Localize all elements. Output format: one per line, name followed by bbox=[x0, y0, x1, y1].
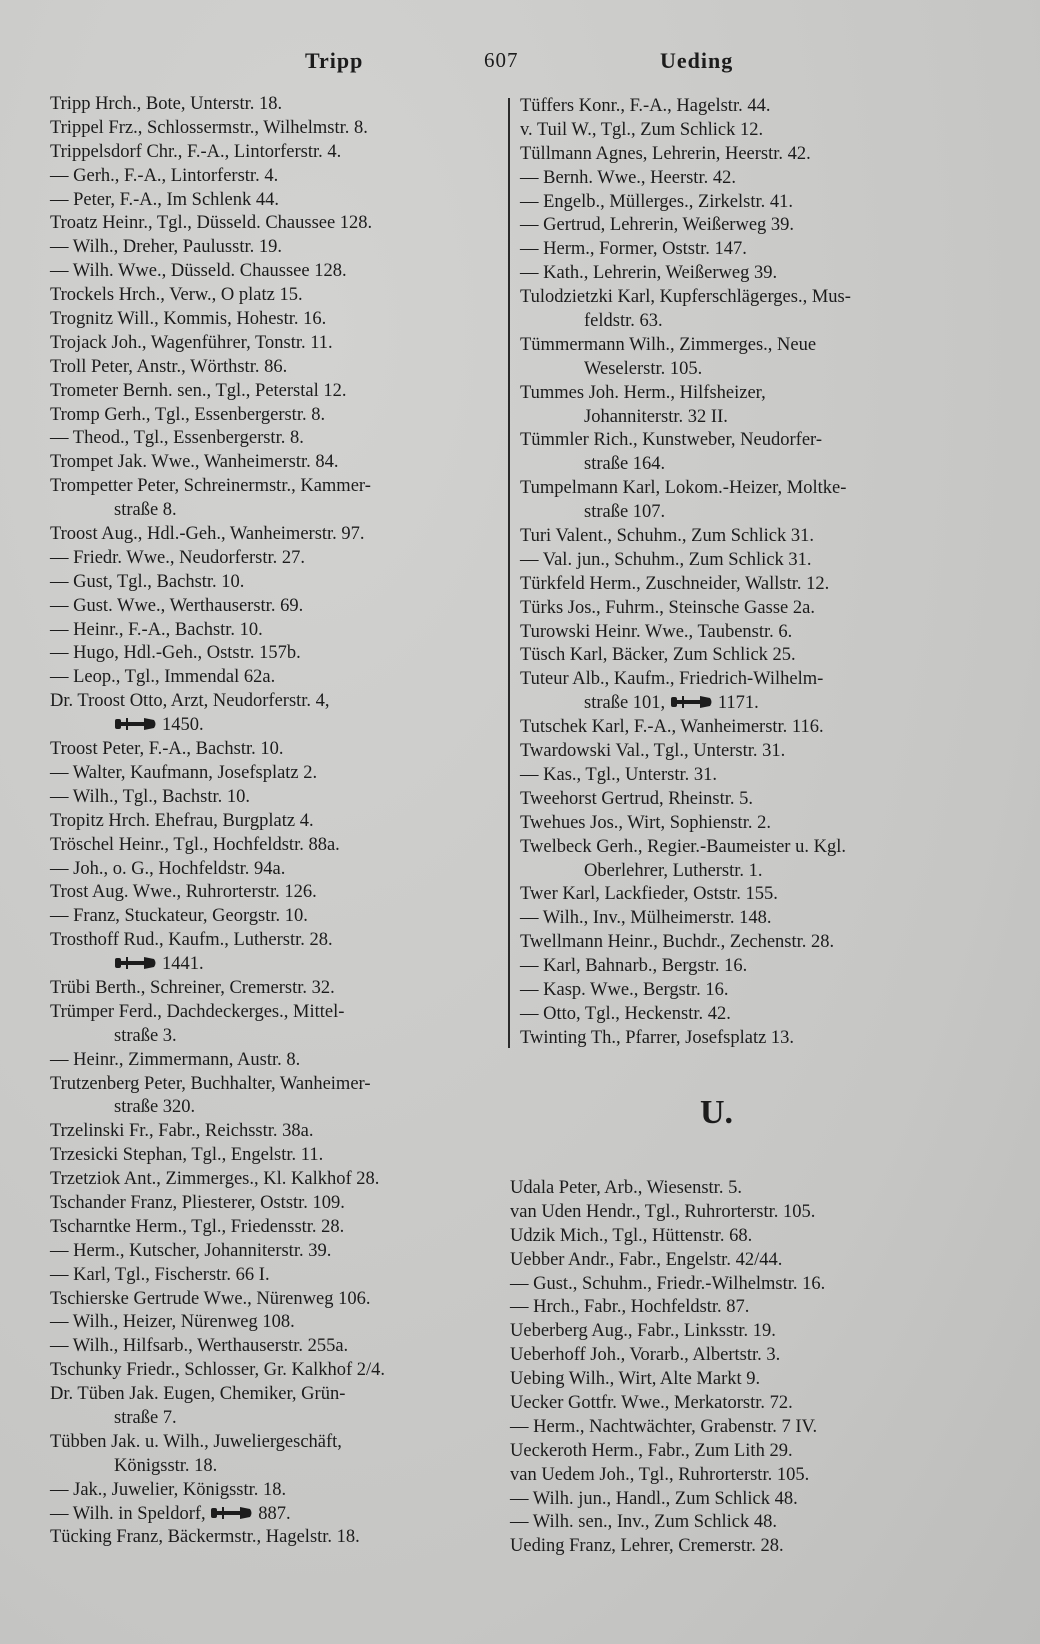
directory-entry bbox=[520, 716, 851, 740]
directory-entry bbox=[50, 523, 385, 547]
entry-text: straße 7. bbox=[114, 1407, 177, 1428]
entry-continuation bbox=[50, 1455, 385, 1479]
directory-entry bbox=[50, 858, 385, 882]
entry-continuation bbox=[520, 406, 851, 430]
directory-entry bbox=[50, 977, 385, 1001]
entry-text: — Bernh. Wwe., Heerstr. 42. bbox=[520, 167, 736, 188]
entry-text: Trzetziok Ant., Zimmerges., Kl. Kalkhof 28. bbox=[50, 1169, 380, 1190]
entry-text: Turowski Heinr. Wwe., Taubenstr. 6. bbox=[520, 621, 793, 642]
directory-entry bbox=[50, 810, 385, 834]
entry-text: Uebing Wilh., Wirt, Alte Markt 9. bbox=[510, 1369, 761, 1390]
directory-entry bbox=[520, 334, 851, 358]
entry-text: Türks Jos., Fuhrm., Steinsche Gasse 2a. bbox=[520, 597, 815, 618]
entry-text: Tschierske Gertrude Wwe., Nürenweg 106. bbox=[50, 1288, 371, 1309]
entry-text: Tümmermann Wilh., Zimmerges., Neue bbox=[520, 334, 817, 355]
entry-text: Twehues Jos., Wirt, Sophienstr. 2. bbox=[520, 812, 771, 833]
right-column-t-entries bbox=[520, 95, 851, 1051]
entry-text: Troost Aug., Hdl.-Geh., Wanheimerstr. 97. bbox=[50, 524, 365, 545]
directory-entry bbox=[50, 1359, 385, 1383]
entry-text: — Theod., Tgl., Essenbergerstr. 8. bbox=[50, 428, 304, 449]
entry-text: Tuteur Alb., Kaufm., Friedrich-Wilhelm- bbox=[520, 669, 824, 690]
directory-entry bbox=[520, 95, 851, 119]
directory-entry bbox=[520, 979, 851, 1003]
entry-text: — Wilh., Heizer, Nürenweg 108. bbox=[50, 1312, 295, 1333]
directory-entry bbox=[520, 549, 851, 573]
entry-text: Tübben Jak. u. Wilh., Juweliergeschäft, bbox=[50, 1431, 342, 1452]
entry-text: — Franz, Stuckateur, Georgstr. 10. bbox=[50, 906, 308, 927]
page-number: 607 bbox=[484, 48, 519, 72]
entry-text: Tropitz Hrch. Ehefrau, Burgplatz 4. bbox=[50, 810, 314, 831]
directory-entry bbox=[520, 238, 851, 262]
entry-text: straße 164. bbox=[584, 454, 666, 475]
entry-text: Uecker Gottfr. Wwe., Merkatorstr. 72. bbox=[510, 1393, 793, 1414]
directory-entry bbox=[510, 1416, 825, 1440]
entry-text: Twellmann Heinr., Buchdr., Zechenstr. 28. bbox=[520, 932, 835, 953]
directory-entry bbox=[50, 1335, 385, 1359]
entry-text: Tücking Franz, Bäckermstr., Hagelstr. 18. bbox=[50, 1527, 360, 1548]
entry-text: Trompetter Peter, Schreinermstr., Kammer- bbox=[50, 476, 371, 497]
directory-entry bbox=[50, 1073, 385, 1097]
directory-entry bbox=[520, 740, 851, 764]
entry-text: Trzelinski Fr., Fabr., Reichsstr. 38a. bbox=[50, 1121, 314, 1142]
directory-entry bbox=[50, 666, 385, 690]
entry-text: straße 101, 1171. bbox=[584, 693, 759, 714]
directory-entry bbox=[50, 332, 385, 356]
directory-entry bbox=[510, 1225, 825, 1249]
directory-entry bbox=[50, 1120, 385, 1144]
entry-text: — Friedr. Wwe., Neudorferstr. 27. bbox=[50, 547, 306, 568]
directory-entry bbox=[50, 1001, 385, 1025]
entry-text: Trockels Hrch., Verw., O platz 15. bbox=[50, 285, 303, 306]
entry-text: — Val. jun., Schuhm., Zum Schlick 31. bbox=[520, 549, 812, 570]
entry-text: Johanniterstr. 32 II. bbox=[584, 406, 728, 427]
directory-entry bbox=[520, 429, 851, 453]
telephone-icon bbox=[114, 955, 158, 971]
running-head-left: Tripp bbox=[305, 48, 364, 73]
entry-text: Tüllmann Agnes, Lehrerin, Heerstr. 42. bbox=[520, 143, 811, 164]
entry-continuation bbox=[520, 860, 851, 884]
column-divider bbox=[508, 98, 510, 1048]
entry-text: — Herm., Former, Oststr. 147. bbox=[520, 239, 747, 260]
directory-entry bbox=[520, 955, 851, 979]
directory-entry bbox=[50, 1431, 385, 1455]
directory-entry bbox=[50, 547, 385, 571]
directory-entry bbox=[50, 165, 385, 189]
entry-text: Ueckeroth Herm., Fabr., Zum Lith 29. bbox=[510, 1440, 793, 1461]
entry-text: Trometer Bernh. sen., Tgl., Peterstal 12. bbox=[50, 380, 347, 401]
directory-entry bbox=[520, 668, 851, 692]
directory-entry bbox=[510, 1249, 825, 1273]
directory-entry bbox=[520, 477, 851, 501]
entry-continuation bbox=[50, 499, 385, 523]
directory-entry bbox=[50, 595, 385, 619]
directory-entry bbox=[50, 905, 385, 929]
directory-entry bbox=[50, 881, 385, 905]
entry-text: — Gerh., F.-A., Lintorferstr. 4. bbox=[50, 165, 279, 186]
entry-text: Trzesicki Stephan, Tgl., Engelstr. 11. bbox=[50, 1145, 324, 1166]
directory-entry bbox=[510, 1440, 825, 1464]
directory-entry bbox=[50, 212, 385, 236]
entry-text: 1450. bbox=[162, 715, 204, 736]
telephone-icon bbox=[670, 694, 714, 710]
entry-text: van Uedem Joh., Tgl., Ruhrorterstr. 105. bbox=[510, 1464, 810, 1485]
directory-entry bbox=[50, 834, 385, 858]
entry-text: — Wilh. sen., Inv., Zum Schlick 48. bbox=[510, 1512, 777, 1533]
entry-text: — Gust, Tgl., Bachstr. 10. bbox=[50, 571, 245, 592]
entry-text: — Wilh., Tgl., Bachstr. 10. bbox=[50, 786, 251, 807]
directory-entry bbox=[50, 427, 385, 451]
directory-entry bbox=[50, 284, 385, 308]
directory-entry bbox=[520, 286, 851, 310]
entry-text: Ueberhoff Joh., Vorarb., Albertstr. 3. bbox=[510, 1345, 781, 1366]
entry-text: — Gust. Wwe., Werthauserstr. 69. bbox=[50, 595, 304, 616]
entry-continuation bbox=[520, 358, 851, 382]
right-column-u-entries bbox=[510, 1177, 825, 1559]
directory-entry bbox=[50, 1526, 385, 1550]
entry-text: Udala Peter, Arb., Wiesenstr. 5. bbox=[510, 1178, 742, 1198]
directory-entry bbox=[520, 382, 851, 406]
entry-text: — Kas., Tgl., Unterstr. 31. bbox=[520, 764, 717, 785]
entry-continuation bbox=[50, 1025, 385, 1049]
directory-entry bbox=[510, 1201, 825, 1225]
entry-text: Troatz Heinr., Tgl., Düsseld. Chaussee 128. bbox=[50, 213, 373, 234]
directory-entry bbox=[50, 93, 385, 117]
entry-text: Trippelsdorf Chr., F.-A., Lintorferstr. 4. bbox=[50, 141, 342, 162]
entry-text: Twinting Th., Pfarrer, Josefsplatz 13. bbox=[520, 1027, 795, 1048]
directory-entry bbox=[510, 1344, 825, 1368]
telephone-icon bbox=[114, 716, 158, 732]
entry-text: Oberlehrer, Lutherstr. 1. bbox=[584, 860, 763, 881]
entry-text: Troll Peter, Anstr., Wörthstr. 86. bbox=[50, 356, 288, 377]
entry-text: — Jak., Juwelier, Königsstr. 18. bbox=[50, 1479, 287, 1500]
entry-continuation bbox=[520, 692, 851, 716]
entry-text: straße 320. bbox=[114, 1097, 196, 1118]
entry-text: — Otto, Tgl., Heckenstr. 42. bbox=[520, 1003, 731, 1024]
directory-entry bbox=[520, 214, 851, 238]
entry-text: van Uden Hendr., Tgl., Ruhrorterstr. 105. bbox=[510, 1201, 816, 1222]
entry-text: Tüsch Karl, Bäcker, Zum Schlick 25. bbox=[520, 645, 796, 666]
directory-entry bbox=[50, 1168, 385, 1192]
directory-entry bbox=[50, 404, 385, 428]
entry-text: Dr. Tüben Jak. Eugen, Chemiker, Grün- bbox=[50, 1384, 346, 1405]
entry-continuation bbox=[520, 310, 851, 334]
left-column bbox=[50, 93, 385, 1550]
directory-entry bbox=[510, 1535, 825, 1559]
directory-entry bbox=[510, 1177, 825, 1201]
entry-text: Königsstr. 18. bbox=[114, 1455, 218, 1476]
running-head-right: Ueding bbox=[660, 48, 734, 73]
directory-entry bbox=[520, 262, 851, 286]
entry-text: Trojack Joh., Wagenführer, Tonstr. 11. bbox=[50, 332, 333, 353]
directory-entry bbox=[50, 1288, 385, 1312]
entry-text: Tümmler Rich., Kunstweber, Neudorfer- bbox=[520, 430, 822, 451]
entry-text: — Kath., Lehrerin, Weißerweg 39. bbox=[520, 263, 778, 284]
directory-entry bbox=[50, 929, 385, 953]
entry-text: straße 8. bbox=[114, 500, 177, 521]
entry-text: Tummes Joh. Herm., Hilfsheizer, bbox=[520, 382, 766, 403]
directory-entry bbox=[50, 475, 385, 499]
entry-text: Tschunky Friedr., Schlosser, Gr. Kalkhof 2/4. bbox=[50, 1360, 386, 1381]
directory-entry bbox=[520, 812, 851, 836]
entry-text: Twer Karl, Lackfieder, Oststr. 155. bbox=[520, 884, 778, 905]
entry-text: straße 107. bbox=[584, 502, 666, 523]
entry-text: Tromp Gerh., Tgl., Essenbergerstr. 8. bbox=[50, 404, 326, 425]
entry-text: feldstr. 63. bbox=[584, 311, 663, 332]
entry-continuation bbox=[50, 953, 385, 977]
entry-text: — Herm., Kutscher, Johanniterstr. 39. bbox=[50, 1240, 332, 1261]
entry-text: Ueding Franz, Lehrer, Cremerstr. 28. bbox=[510, 1536, 784, 1557]
directory-entry bbox=[510, 1273, 825, 1297]
directory-entry bbox=[510, 1392, 825, 1416]
directory-entry bbox=[50, 451, 385, 475]
entry-continuation bbox=[520, 501, 851, 525]
entry-text: Turi Valent., Schuhm., Zum Schlick 31. bbox=[520, 526, 814, 547]
directory-entry bbox=[50, 260, 385, 284]
entry-text: — Wilh. jun., Handl., Zum Schlick 48. bbox=[510, 1488, 798, 1509]
directory-entry bbox=[520, 119, 851, 143]
entry-text: — Kasp. Wwe., Bergstr. 16. bbox=[520, 979, 729, 1000]
entry-text: Udzik Mich., Tgl., Hüttenstr. 68. bbox=[510, 1225, 753, 1246]
entry-continuation bbox=[50, 714, 385, 738]
entry-continuation bbox=[50, 1096, 385, 1120]
entry-text: — Herm., Nachtwächter, Grabenstr. 7 IV. bbox=[510, 1416, 818, 1437]
directory-entry bbox=[50, 1049, 385, 1073]
telephone-icon bbox=[210, 1505, 254, 1521]
entry-text: Trosthoff Rud., Kaufm., Lutherstr. 28. bbox=[50, 930, 333, 951]
directory-entry bbox=[50, 1144, 385, 1168]
entry-text: straße 3. bbox=[114, 1025, 177, 1046]
entry-text: — Gust., Schuhm., Friedr.-Wilhelmstr. 16. bbox=[510, 1273, 826, 1294]
directory-entry bbox=[50, 619, 385, 643]
directory-entry bbox=[50, 642, 385, 666]
entry-text: Tutschek Karl, F.-A., Wanheimerstr. 116. bbox=[520, 717, 824, 738]
entry-text: — Hrch., Fabr., Hochfeldstr. 87. bbox=[510, 1297, 750, 1318]
entry-text: Dr. Troost Otto, Arzt, Neudorferstr. 4, bbox=[50, 691, 330, 712]
entry-text: Tschander Franz, Pliesterer, Oststr. 109. bbox=[50, 1192, 345, 1213]
directory-entry bbox=[50, 117, 385, 141]
entry-text: Türkfeld Herm., Zuschneider, Wallstr. 12. bbox=[520, 573, 830, 594]
entry-text: — Peter, F.-A., Im Schlenk 44. bbox=[50, 189, 280, 210]
directory-entry bbox=[520, 788, 851, 812]
directory-entry bbox=[520, 764, 851, 788]
directory-entry bbox=[50, 1216, 385, 1240]
directory-entry bbox=[520, 167, 851, 191]
entry-text: Uebber Andr., Fabr., Engelstr. 42/44. bbox=[510, 1249, 783, 1270]
directory-entry bbox=[50, 571, 385, 595]
entry-text: — Walter, Kaufmann, Josefsplatz 2. bbox=[50, 762, 318, 783]
entry-text: Tüffers Konr., F.-A., Hagelstr. 44. bbox=[520, 96, 771, 116]
directory-entry bbox=[50, 1503, 385, 1527]
directory-entry bbox=[520, 931, 851, 955]
entry-continuation bbox=[50, 1407, 385, 1431]
entry-text: — Heinr., Zimmermann, Austr. 8. bbox=[50, 1049, 301, 1070]
directory-entry bbox=[50, 738, 385, 762]
entry-text: Tulodzietzki Karl, Kupferschlägerges., Mus- bbox=[520, 287, 851, 308]
entry-text: v. Tuil W., Tgl., Zum Schlick 12. bbox=[520, 119, 764, 140]
entry-text: Trost Aug. Wwe., Ruhrorterstr. 126. bbox=[50, 882, 317, 903]
directory-entry bbox=[520, 1027, 851, 1051]
entry-text: Ueberberg Aug., Fabr., Linksstr. 19. bbox=[510, 1321, 776, 1342]
entry-text: Tröschel Heinr., Tgl., Hochfeldstr. 88a. bbox=[50, 834, 340, 855]
directory-entry bbox=[520, 573, 851, 597]
directory-entry bbox=[50, 356, 385, 380]
directory-entry bbox=[50, 1264, 385, 1288]
directory-entry bbox=[520, 597, 851, 621]
directory-entry bbox=[50, 1383, 385, 1407]
directory-entry bbox=[50, 762, 385, 786]
directory-entry bbox=[50, 141, 385, 165]
directory-entry bbox=[510, 1488, 825, 1512]
directory-entry bbox=[50, 380, 385, 404]
directory-entry bbox=[520, 907, 851, 931]
directory-entry bbox=[510, 1320, 825, 1344]
entry-text: Tripp Hrch., Bote, Unterstr. 18. bbox=[50, 94, 283, 114]
entry-text: 1441. bbox=[162, 954, 204, 975]
entry-continuation bbox=[520, 453, 851, 477]
directory-entry bbox=[520, 644, 851, 668]
directory-entry bbox=[50, 1192, 385, 1216]
entry-text: Trompet Jak. Wwe., Wanheimerstr. 84. bbox=[50, 452, 339, 473]
entry-text: — Karl, Tgl., Fischerstr. 66 I. bbox=[50, 1264, 270, 1285]
entry-text: Tumpelmann Karl, Lokom.-Heizer, Moltke- bbox=[520, 478, 847, 499]
entry-text: Trümper Ferd., Dachdeckerges., Mittel- bbox=[50, 1001, 345, 1022]
entry-text: Troost Peter, F.-A., Bachstr. 10. bbox=[50, 739, 284, 760]
directory-entry bbox=[520, 836, 851, 860]
directory-entry bbox=[520, 1003, 851, 1027]
entry-text: — Heinr., F.-A., Bachstr. 10. bbox=[50, 619, 263, 640]
directory-entry bbox=[50, 1240, 385, 1264]
directory-entry bbox=[510, 1511, 825, 1535]
entry-text: Weselerstr. 105. bbox=[584, 358, 703, 379]
directory-entry bbox=[50, 236, 385, 260]
entry-text: Trippel Frz., Schlossermstr., Wilhelmstr. 8. bbox=[50, 117, 368, 138]
entry-text: Twelbeck Gerh., Regier.-Baumeister u. Kgl. bbox=[520, 836, 846, 857]
directory-entry bbox=[510, 1296, 825, 1320]
entry-text: — Wilh., Inv., Mülheimerstr. 148. bbox=[520, 908, 772, 929]
directory-entry bbox=[50, 308, 385, 332]
entry-text: — Joh., o. G., Hochfeldstr. 94a. bbox=[50, 858, 286, 879]
entry-text: — Wilh., Dreher, Paulusstr. 19. bbox=[50, 237, 282, 258]
directory-entry bbox=[520, 191, 851, 215]
entry-text: — Leop., Tgl., Immendal 62a. bbox=[50, 667, 276, 688]
entry-text: — Hugo, Hdl.-Geh., Oststr. 157b. bbox=[50, 643, 301, 664]
entry-text: Tscharntke Herm., Tgl., Friedensstr. 28. bbox=[50, 1216, 345, 1237]
entry-text: Tweehorst Gertrud, Rheinstr. 5. bbox=[520, 788, 753, 809]
directory-entry bbox=[520, 525, 851, 549]
entry-text: — Wilh. in Speldorf, 887. bbox=[50, 1503, 291, 1524]
directory-entry bbox=[510, 1368, 825, 1392]
directory-entry bbox=[50, 690, 385, 714]
entry-text: — Karl, Bahnarb., Bergstr. 16. bbox=[520, 956, 748, 977]
entry-text: Trübi Berth., Schreiner, Cremerstr. 32. bbox=[50, 977, 335, 998]
entry-text: — Gertrud, Lehrerin, Weißerweg 39. bbox=[520, 215, 795, 236]
directory-entry bbox=[520, 143, 851, 167]
directory-entry bbox=[50, 1479, 385, 1503]
directory-entry bbox=[520, 883, 851, 907]
directory-entry bbox=[510, 1464, 825, 1488]
entry-text: — Wilh. Wwe., Düsseld. Chaussee 128. bbox=[50, 261, 347, 282]
directory-entry bbox=[520, 621, 851, 645]
directory-entry bbox=[50, 786, 385, 810]
directory-entry bbox=[50, 1311, 385, 1335]
entry-text: — Wilh., Hilfsarb., Werthauserstr. 255a. bbox=[50, 1336, 349, 1357]
entry-text: Trutzenberg Peter, Buchhalter, Wanheimer- bbox=[50, 1073, 371, 1094]
entry-text: Twardowski Val., Tgl., Unterstr. 31. bbox=[520, 741, 786, 762]
section-heading-u: U. bbox=[700, 1094, 734, 1131]
directory-entry bbox=[50, 189, 385, 213]
entry-text: — Engelb., Müllerges., Zirkelstr. 41. bbox=[520, 191, 794, 212]
entry-text: Trognitz Will., Kommis, Hohestr. 16. bbox=[50, 309, 327, 330]
